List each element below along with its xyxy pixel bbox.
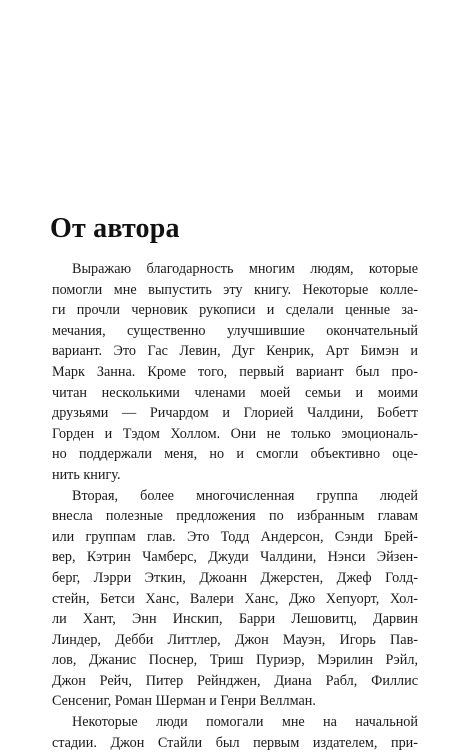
text-line: ги прочли черновик рукописи и сделали ценные за- [52,302,418,319]
text-line: мечания, существенно улучшившие окончательный [52,322,418,339]
text-line: берг, Лэрри Эткин, Джоанн Джерстен, Джеф Голд- [52,569,418,586]
text-line: читан несколькими членами моей семьи и моими [52,384,418,401]
text-line: вариант. Это Гас Левин, Дуг Кенрик, Арт Бимэн и [52,343,418,360]
text-line: друзьями — Ричардом и Глорией Чалдини, Бобетт [52,405,418,422]
text-line: Выражаю благодарность многим людям, которые [72,261,418,277]
paragraph [52,259,418,486]
text-line: Марк Занна. Кроме того, первый вариант был про- [52,363,418,380]
text-line: ли Хант, Энн Инскип, Барри Лешовитц, Дарвин [52,611,418,628]
text-line: Некоторые люди помогали мне на начальной [72,714,418,731]
text-line: Горден и Тэдом Холлом. Они не только эмоциональ- [52,425,418,442]
text-line: Джон Рейч, Питер Рейнджен, Диана Рабл, Филлис [52,672,418,689]
text-line: Вторая, более многочисленная группа людей [72,487,418,504]
text-line: стадии. Джон Стайли был первым издателем, при- [52,734,418,751]
text-line: или группам глав. Это Тодд Андерсон, Сэнди Брей- [52,528,418,545]
text-line: стейн, Бетси Ханс, Валери Ханс, Джо Хепуорт, Хол- [52,590,418,607]
text-line: Сенсениг, Роман Шерман и Генри Веллман. [52,693,316,710]
text-line: лов, Джанис Поснер, Триш Пуриэр, Мэрилин Рэйл, [52,652,418,669]
body-text [52,259,418,753]
text-line: но поддержали меня, но и смогли объективно оце- [52,446,418,463]
text-line: помогли мне выпустить эту книгу. Некоторые колле- [52,281,418,298]
text-line: внесла полезные предложения по избранным главам [52,508,418,525]
chapter-heading: От автора [50,213,180,244]
text-line: Линдер, Дебби Литтлер, Джон Мауэн, Игорь Пав- [52,631,418,648]
paragraph [52,712,418,753]
paragraph [52,486,418,713]
text-line: нить книгу. [52,466,121,483]
text-line: вер, Кэтрин Чамберс, Джуди Чалдини, Нэнси Эйзен- [52,549,418,566]
